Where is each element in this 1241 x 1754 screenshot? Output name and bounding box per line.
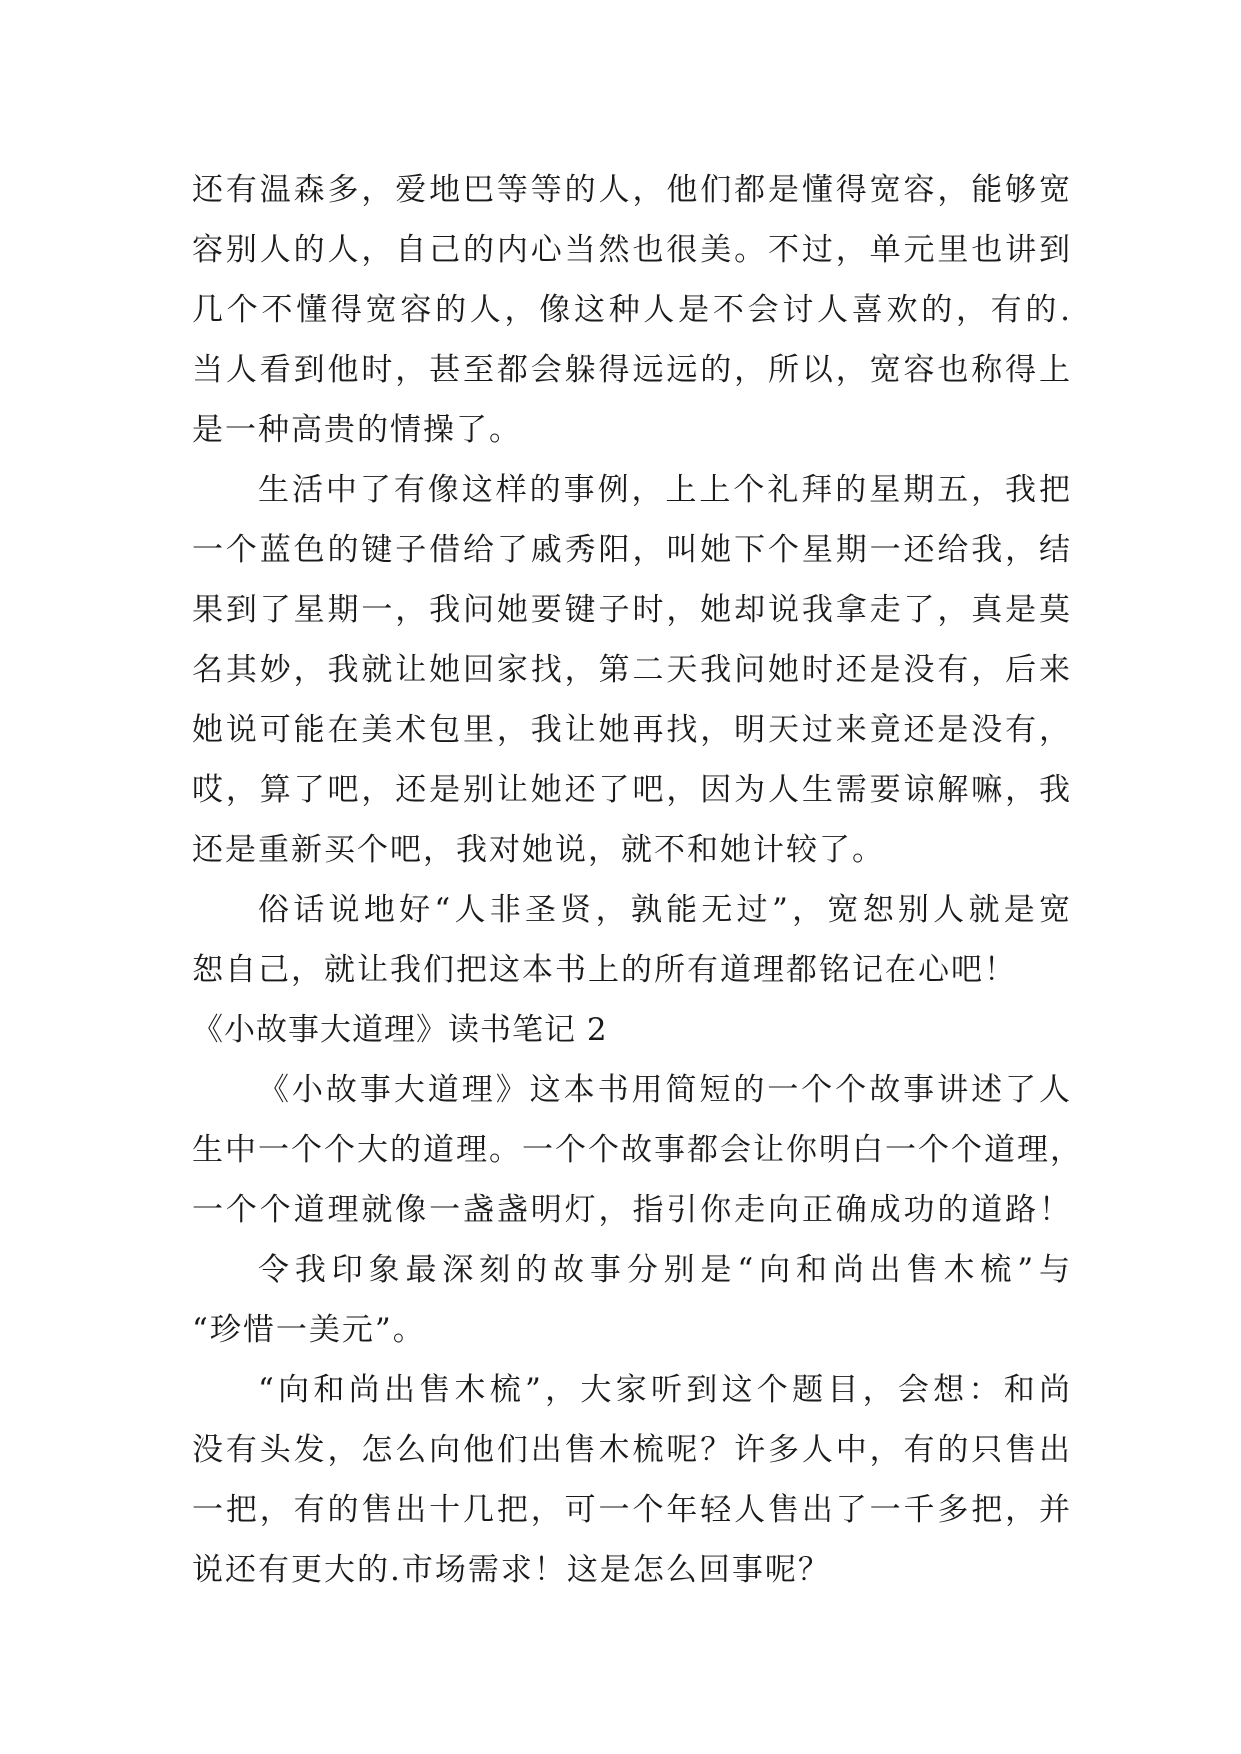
text-line: 是一种高贵的情操了。 bbox=[192, 412, 522, 448]
text-line: 当人看到他时，甚至都会躲得远远的，所以，宽容也称得上 bbox=[192, 352, 1072, 388]
text-line: 一个个道理就像一盏盏明灯，指引你走向正确成功的道路！ bbox=[192, 1192, 1072, 1228]
text-line: 生中一个个大的道理。一个个故事都会让你明白一个个道理， bbox=[192, 1132, 1083, 1168]
paragraph-first-line: 生活中了有像这样的事例，上上个礼拜的星期五，我把 bbox=[258, 472, 1072, 508]
paragraph-first-line: 《小故事大道理》这本书用简短的一个个故事讲述了人 bbox=[258, 1072, 1072, 1108]
paragraph-first-line: 令我印象最深刻的故事分别是“向和尚出售木梳”与 bbox=[258, 1252, 1072, 1288]
document-body bbox=[192, 160, 1083, 1600]
text-line: 一把，有的售出十几把，可一个年轻人售出了一千多把，并 bbox=[192, 1492, 1072, 1528]
text-line: “珍惜一美元”。 bbox=[192, 1312, 426, 1348]
paragraph-first-line: “向和尚出售木梳”，大家听到这个题目，会想：和尚 bbox=[258, 1372, 1072, 1408]
text-line: 还有温森多，爱地巴等等的人，他们都是懂得宽容，能够宽 bbox=[192, 172, 1072, 208]
text-line: 果到了星期一，我问她要键子时，她却说我拿走了，真是莫 bbox=[192, 592, 1072, 628]
text-line: 名其妙，我就让她回家找，第二天我问她时还是没有，后来 bbox=[192, 652, 1072, 688]
text-line: 一个蓝色的键子借给了戚秀阳，叫她下个星期一还给我，结 bbox=[192, 532, 1072, 568]
text-line: 几个不懂得宽容的人，像这种人是不会讨人喜欢的，有的. bbox=[192, 292, 1072, 328]
text-line: 恕自己，就让我们把这本书上的所有道理都铭记在心吧！ bbox=[192, 952, 1017, 988]
paragraph-first-line: 俗话说地好“人非圣贤，孰能无过”，宽恕别人就是宽 bbox=[258, 892, 1072, 928]
text-line: 哎，算了吧，还是别让她还了吧，因为人生需要谅解嘛，我 bbox=[192, 772, 1072, 808]
text-line: 说还有更大的.市场需求！这是怎么回事呢？ bbox=[192, 1552, 831, 1588]
text-line: 容别人的人，自己的内心当然也很美。不过，单元里也讲到 bbox=[192, 232, 1072, 268]
text-line: 没有头发，怎么向他们出售木梳呢？许多人中，有的只售出 bbox=[192, 1432, 1072, 1468]
section-heading: 《小故事大道理》读书笔记 2 bbox=[192, 1012, 608, 1048]
text-line: 还是重新买个吧，我对她说，就不和她计较了。 bbox=[192, 832, 885, 868]
text-line: 她说可能在美术包里，我让她再找，明天过来竟还是没有， bbox=[192, 712, 1072, 748]
